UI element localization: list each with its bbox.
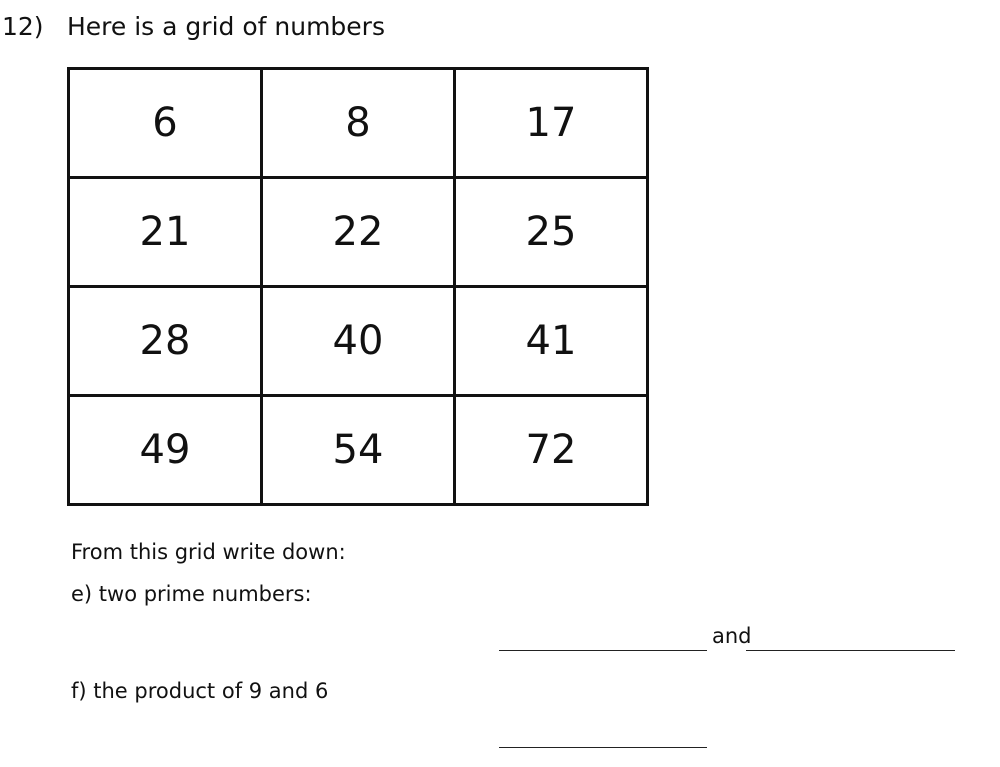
part-f-label: f) the product of 9 and 6 [71, 679, 329, 703]
grid-cell: 25 [455, 178, 648, 287]
connector-and: and [712, 624, 752, 648]
grid-cell: 72 [455, 396, 648, 505]
number-grid [67, 67, 649, 506]
answer-blank-e1[interactable] [499, 650, 707, 651]
grid-cell: 54 [262, 396, 455, 505]
answer-blank-f[interactable] [499, 747, 707, 748]
answer-blank-e2[interactable] [746, 650, 955, 651]
grid-row [69, 287, 648, 396]
grid-cell: 49 [69, 396, 262, 505]
grid-cell: 22 [262, 178, 455, 287]
grid-cell: 8 [262, 69, 455, 178]
grid-row [69, 178, 648, 287]
grid-cell: 40 [262, 287, 455, 396]
grid-row [69, 69, 648, 178]
instruction-text: From this grid write down: [71, 540, 346, 564]
part-e-label: e) two prime numbers: [71, 582, 312, 606]
question-prompt: Here is a grid of numbers [67, 12, 385, 41]
question-number: 12) [2, 12, 44, 41]
grid-cell: 41 [455, 287, 648, 396]
grid-cell: 6 [69, 69, 262, 178]
grid-cell: 21 [69, 178, 262, 287]
grid-row [69, 396, 648, 505]
grid-cell: 17 [455, 69, 648, 178]
grid-cell: 28 [69, 287, 262, 396]
